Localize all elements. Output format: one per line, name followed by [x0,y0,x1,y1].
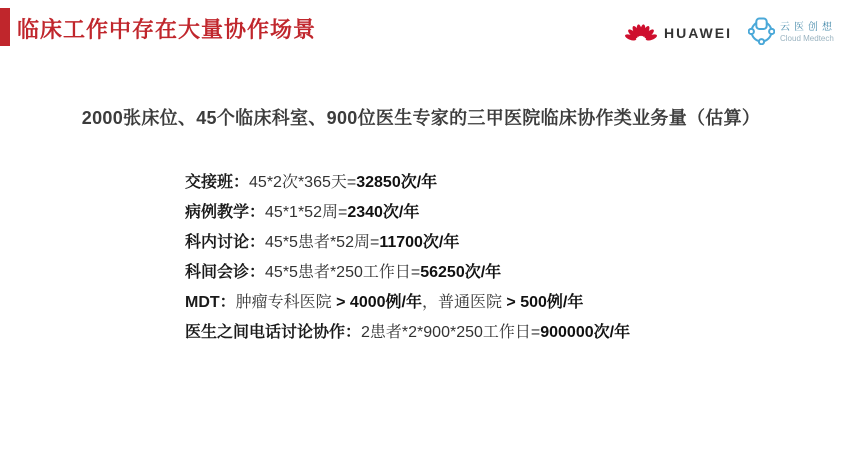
metric-result: > 4000例/年 [336,294,422,311]
metric-label: 科内讨论： [185,234,266,251]
metric-result: 32850次/年 [356,174,438,191]
cloud-medtech-names [780,22,836,45]
metric-result: 900000次/年 [540,324,631,341]
metric-label: 交接班： [185,174,250,191]
metric-row-inter-dept-consultation [185,258,630,288]
metric-label: MDT： [185,294,236,311]
metric-result: > 500例/年 [506,294,584,311]
metric-row-doctor-phone-collab [185,318,630,348]
metric-text: ，普通医院 [421,294,507,311]
header-logos [624,16,836,50]
huawei-logo [624,20,732,47]
metric-result: 56250次/年 [420,264,502,281]
metric-row-intra-dept-discussion [185,228,630,258]
metric-row-mdt [185,288,630,318]
huawei-wordmark: HUAWEI [664,25,732,41]
metric-row-handover [185,168,630,198]
metric-label: 病例教学： [185,204,266,221]
metric-formula: 45*5患者*250工作日= [265,264,421,281]
metric-result: 2340次/年 [347,204,420,221]
cloud-medtech-name-en: Cloud Medtech [780,34,834,44]
metric-list [185,168,630,348]
page-title: 临床工作中存在大量协作场景 [17,17,317,42]
metric-text: 肿瘤专科医院 [235,294,337,311]
metric-formula: 45*1*52周= [265,204,348,221]
metric-row-case-teaching [185,198,630,228]
metric-formula: 45*5患者*52周= [265,234,380,251]
huawei-flower-icon [624,20,658,47]
metric-label: 医生之间电话讨论协作： [185,324,362,341]
circle-medical-cross-icon [748,16,775,50]
metric-formula: 45*2次*365天= [249,174,357,191]
metric-label: 科间会诊： [185,264,266,281]
title-accent-bar [0,8,10,46]
main-heading: 2000张床位、45个临床科室、900位医生专家的三甲医院临床协作类业务量（估算） [81,108,761,128]
metric-formula: 2患者*2*900*250工作日= [361,324,541,341]
cloud-medtech-logo [748,16,836,50]
metric-result: 11700次/年 [379,234,460,251]
cloud-medtech-name-cn: 云医创想 [780,21,836,33]
